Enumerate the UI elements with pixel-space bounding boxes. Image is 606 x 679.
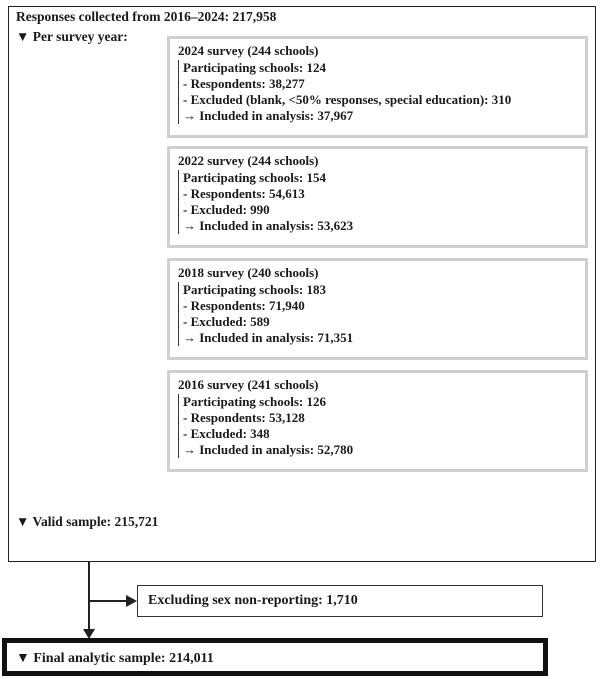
survey-title: 2022 survey (244 schools)	[178, 153, 319, 168]
respondents: - Respondents: 38,277	[183, 76, 305, 91]
respondents: - Respondents: 54,613	[183, 186, 305, 201]
final-sample-label: ▼ Final analytic sample: 214,011	[16, 651, 214, 666]
survey-card-2024	[167, 36, 588, 138]
connector-vertical	[88, 562, 90, 634]
excluded: - Excluded: 589	[183, 314, 270, 329]
survey-card-2018	[167, 258, 588, 360]
survey-title: 2018 survey (240 schools)	[178, 265, 319, 280]
per-survey-year-label: ▼ Per survey year:	[16, 29, 128, 44]
respondents: - Respondents: 71,940	[183, 298, 305, 313]
exclusion-box	[137, 585, 543, 617]
valid-sample-label: ▼ Valid sample: 215,721	[16, 514, 159, 529]
participating-schools: Participating schools: 124	[183, 60, 326, 75]
total-responses-label: Responses collected from 2016–2024: 217,958	[16, 9, 277, 24]
excluded: - Excluded (blank, <50% responses, special education): 310	[183, 92, 512, 107]
survey-card-2022	[167, 146, 588, 248]
included-in-analysis: → Included in analysis: 71,351	[183, 330, 354, 345]
participating-schools: Participating schools: 154	[183, 170, 326, 185]
survey-card-2016	[167, 370, 588, 472]
respondents: - Respondents: 53,128	[183, 410, 305, 425]
survey-title: 2016 survey (241 schools)	[178, 377, 319, 392]
final-sample-box	[2, 638, 548, 676]
included-in-analysis: → Included in analysis: 53,623	[183, 218, 354, 233]
excluded: - Excluded: 990	[183, 202, 270, 217]
participating-schools: Participating schools: 126	[183, 394, 326, 409]
included-in-analysis: → Included in analysis: 52,780	[183, 442, 354, 457]
exclusion-label: Excluding sex non-reporting: 1,710	[148, 593, 358, 608]
participating-schools: Participating schools: 183	[183, 282, 326, 297]
included-in-analysis: → Included in analysis: 37,967	[183, 108, 354, 123]
connector-horizontal	[88, 600, 128, 602]
excluded: - Excluded: 348	[183, 426, 270, 441]
survey-title: 2024 survey (244 schools)	[178, 43, 319, 58]
